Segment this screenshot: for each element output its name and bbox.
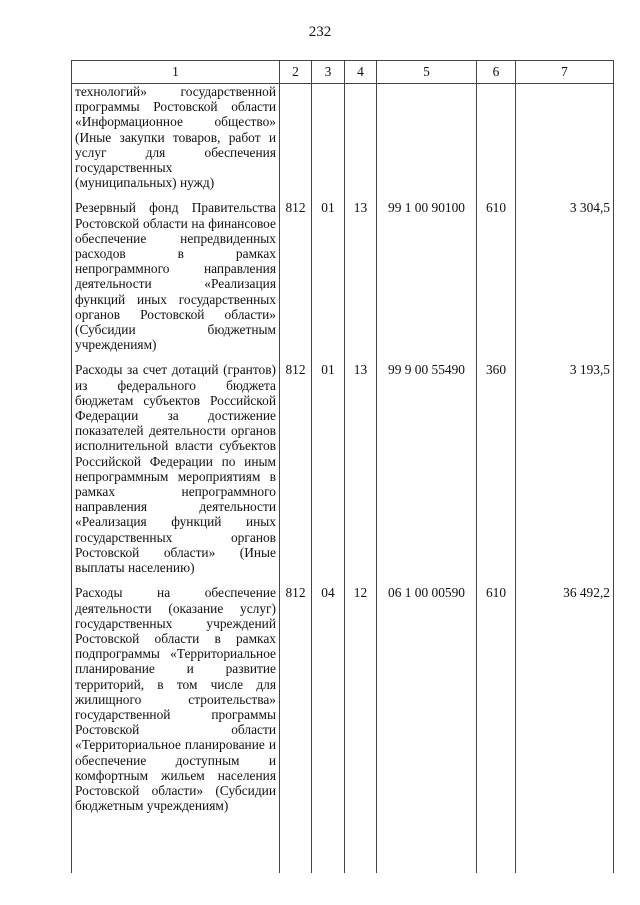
row-spacer (72, 352, 614, 362)
expense-type-code: 360 (477, 362, 516, 575)
target-article-code: 99 9 00 55490 (377, 362, 477, 575)
table-row (72, 200, 614, 352)
ministry-code: 812 (280, 585, 312, 813)
expense-type-code: 610 (477, 200, 516, 352)
amount: 36 492,2 (516, 585, 614, 813)
amount: 3 193,5 (516, 362, 614, 575)
column-header: 1 (72, 61, 280, 84)
expense-description: технологий» государственной программы Ростовской области «Информационное общество» (Иные закупки товаров, работ и услуг для обеспечения государственных (муниципальных) нужд) (72, 84, 280, 191)
row-spacer (72, 575, 614, 585)
table-header-row (72, 61, 614, 84)
amount (516, 84, 614, 191)
column-header: 2 (280, 61, 312, 84)
expense-description: Расходы на обеспечение деятельности (оказание услуг) государственных учреждений Ростовской области в рамках подпрограммы «Территориальное планирование и развитие территорий, в том числе для жилищного строительства» государственной программы Ростовской области «Территориальное планирование и обеспечение доступным и комфортным жильем населения Ростовской области» (Субсидии бюджетным учреждениям) (72, 585, 280, 813)
subsection-code (345, 84, 377, 191)
expense-type-code (477, 84, 516, 191)
subsection-code: 12 (345, 585, 377, 813)
subsection-code: 13 (345, 200, 377, 352)
table-row (72, 362, 614, 575)
column-header: 6 (477, 61, 516, 84)
column-header: 4 (345, 61, 377, 84)
amount: 3 304,5 (516, 200, 614, 352)
target-article-code: 06 1 00 00590 (377, 585, 477, 813)
ministry-code: 812 (280, 362, 312, 575)
column-header: 7 (516, 61, 614, 84)
column-header: 3 (312, 61, 345, 84)
column-header: 5 (377, 61, 477, 84)
row-spacer (72, 813, 614, 873)
ministry-code: 812 (280, 200, 312, 352)
section-code (312, 84, 345, 191)
section-code: 01 (312, 362, 345, 575)
row-spacer (72, 190, 614, 200)
subsection-code: 13 (345, 362, 377, 575)
table-row (72, 585, 614, 813)
expense-description: Расходы за счет дотаций (грантов) из федерального бюджета бюджетам субъектов Российской Федерации за достижение показателей деятельности органов исполнительной власти субъектов Российской Федерации по иным непрограммным мероприятиям в рамках непрограммного направления деятельности «Реализация функций иных государственных органов Ростовской области» (Иные выплаты населению) (72, 362, 280, 575)
section-code: 04 (312, 585, 345, 813)
target-article-code (377, 84, 477, 191)
budget-table (71, 60, 614, 873)
page-number: 232 (308, 24, 332, 40)
expense-description: Резервный фонд Правительства Ростовской области на финансовое обеспечение непредвиденных расходов в рамках непрограммного направления деятельности «Реализация функций иных государственных органов Ростовской области» (Субсидии бюджетным учреждениям) (72, 200, 280, 352)
table-row (72, 84, 614, 191)
ministry-code (280, 84, 312, 191)
target-article-code: 99 1 00 90100 (377, 200, 477, 352)
section-code: 01 (312, 200, 345, 352)
expense-type-code: 610 (477, 585, 516, 813)
